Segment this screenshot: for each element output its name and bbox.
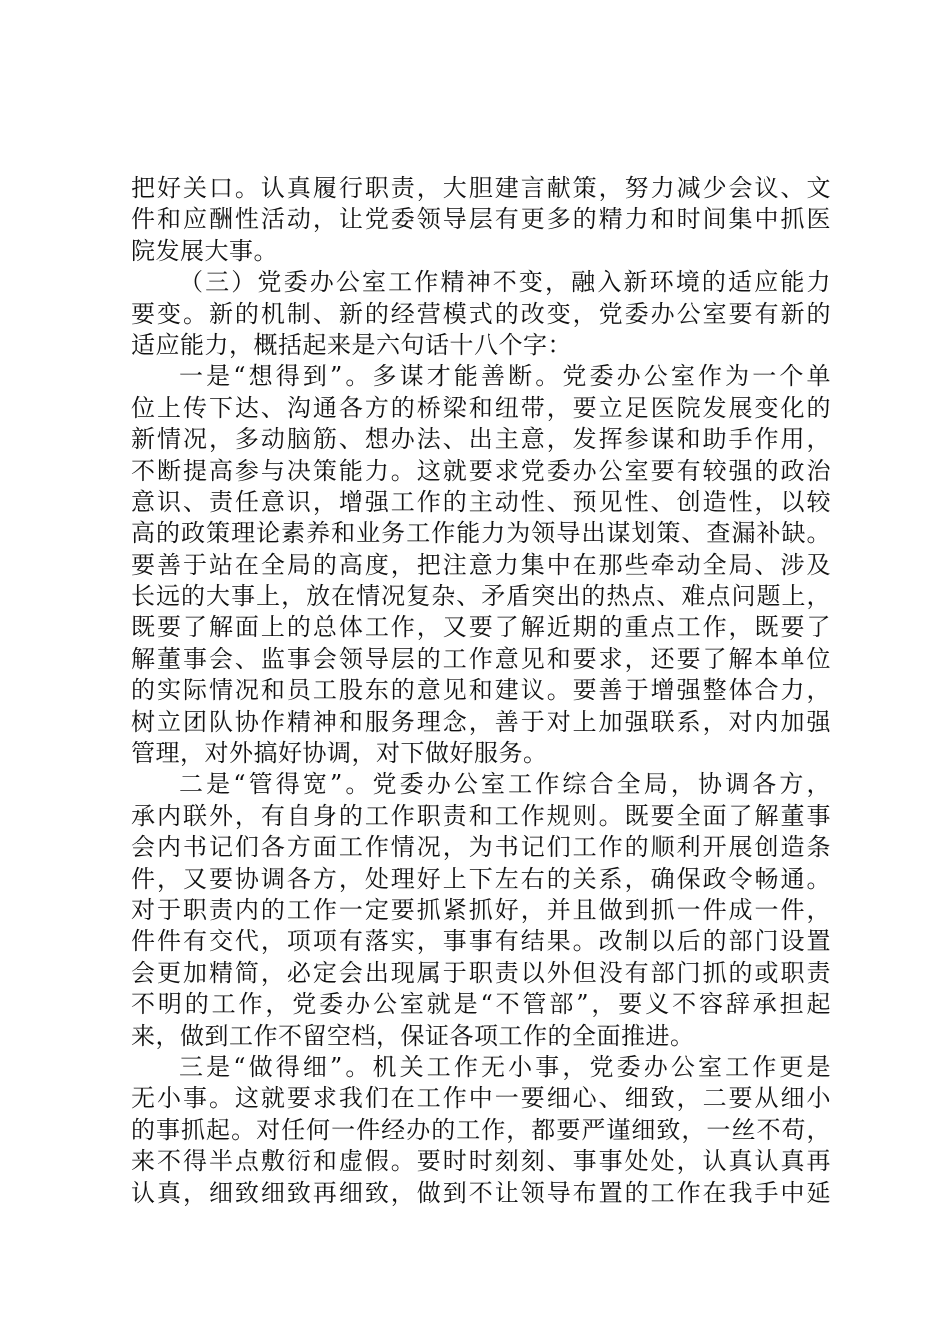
text-line: 适应能力，概括起来是六句话十八个字： (131, 330, 572, 359)
text-line: 来，做到工作不留空档，保证各项工作的全面推进。 (131, 1021, 695, 1050)
text-line: 承内联外，有自身的工作职责和工作规则。既要全面了解董事 (131, 801, 831, 830)
text-line: 长远的大事上，放在情况复杂、矛盾突出的热点、难点问题上， (131, 582, 831, 611)
text-line: 新情况，多动脑筋、想办法、出主意，发挥参谋和助手作用， (131, 425, 831, 454)
text-line: 位上传下达、沟通各方的桥梁和纽带，要立足医院发展变化的 (131, 393, 831, 422)
text-line: 会更加精简，必定会出现属于职责以外但没有部门抓的或职责 (131, 958, 831, 987)
text-line: 不断提高参与决策能力。这就要求党委办公室要有较强的政治 (131, 456, 831, 485)
text-line: 意识、责任意识，增强工作的主动性、预见性、创造性，以较 (131, 487, 831, 516)
text-line: 件，又要协调各方，处理好上下左右的关系，确保政令畅通。 (131, 864, 831, 893)
text-line: 树立团队协作精神和服务理念，善于对上加强联系，对内加强 (131, 707, 831, 736)
text-line: 解董事会、监事会领导层的工作意见和要求，还要了解本单位 (131, 644, 831, 673)
text-line: 不明的工作，党委办公室就是“不管部”，要义不容辞承担起 (131, 990, 831, 1019)
text-line: 来不得半点敷衍和虚假。要时时刻刻、事事处处，认真认真再 (131, 1147, 831, 1176)
text-line: 件和应酬性活动，让党委领导层有更多的精力和时间集中抓医 (131, 205, 831, 234)
text-line: （三）党委办公室工作精神不变，融入新环境的适应能力 (179, 268, 831, 297)
text-line: 对于职责内的工作一定要抓紧抓好，并且做到抓一件成一件， (131, 895, 831, 924)
text-line: 院发展大事。 (131, 236, 278, 265)
text-line: 件件有交代，项项有落实，事事有结果。改制以后的部门设置 (131, 927, 831, 956)
text-line: 高的政策理论素养和业务工作能力为领导出谋划策、查漏补缺。 (131, 519, 831, 548)
text-line: 要善于站在全局的高度，把注意力集中在那些牵动全局、涉及 (131, 550, 831, 579)
text-line: 的实际情况和员工股东的意见和建议。要善于增强整体合力， (131, 676, 831, 705)
text-line: 把好关口。认真履行职责，大胆建言献策，努力减少会议、文 (131, 174, 831, 202)
text-line: 无小事。这就要求我们在工作中一要细心、细致，二要从细小 (131, 1084, 831, 1113)
document-body (131, 173, 831, 1209)
text-line: 既要了解面上的总体工作，又要了解近期的重点工作，既要了 (131, 613, 831, 642)
text-line: 管理，对外搞好协调，对下做好服务。 (131, 739, 548, 768)
text-line: 三是“做得细”。机关工作无小事，党委办公室工作更是 (179, 1052, 831, 1081)
text-line: 二是“管得宽”。党委办公室工作综合全局，协调各方， (179, 770, 831, 799)
text-line: 会内书记们各方面工作情况，为书记们工作的顺利开展创造条 (131, 833, 831, 862)
text-line: 认真，细致细致再细致，做到不让领导布置的工作在我手中延 (131, 1178, 831, 1207)
text-line: 要变。新的机制、新的经营模式的改变，党委办公室要有新的 (131, 299, 831, 328)
text-line: 一是“想得到”。多谋才能善断。党委办公室作为一个单 (179, 362, 831, 391)
text-line: 的事抓起。对任何一件经办的工作，都要严谨细致，一丝不苟， (131, 1115, 831, 1144)
